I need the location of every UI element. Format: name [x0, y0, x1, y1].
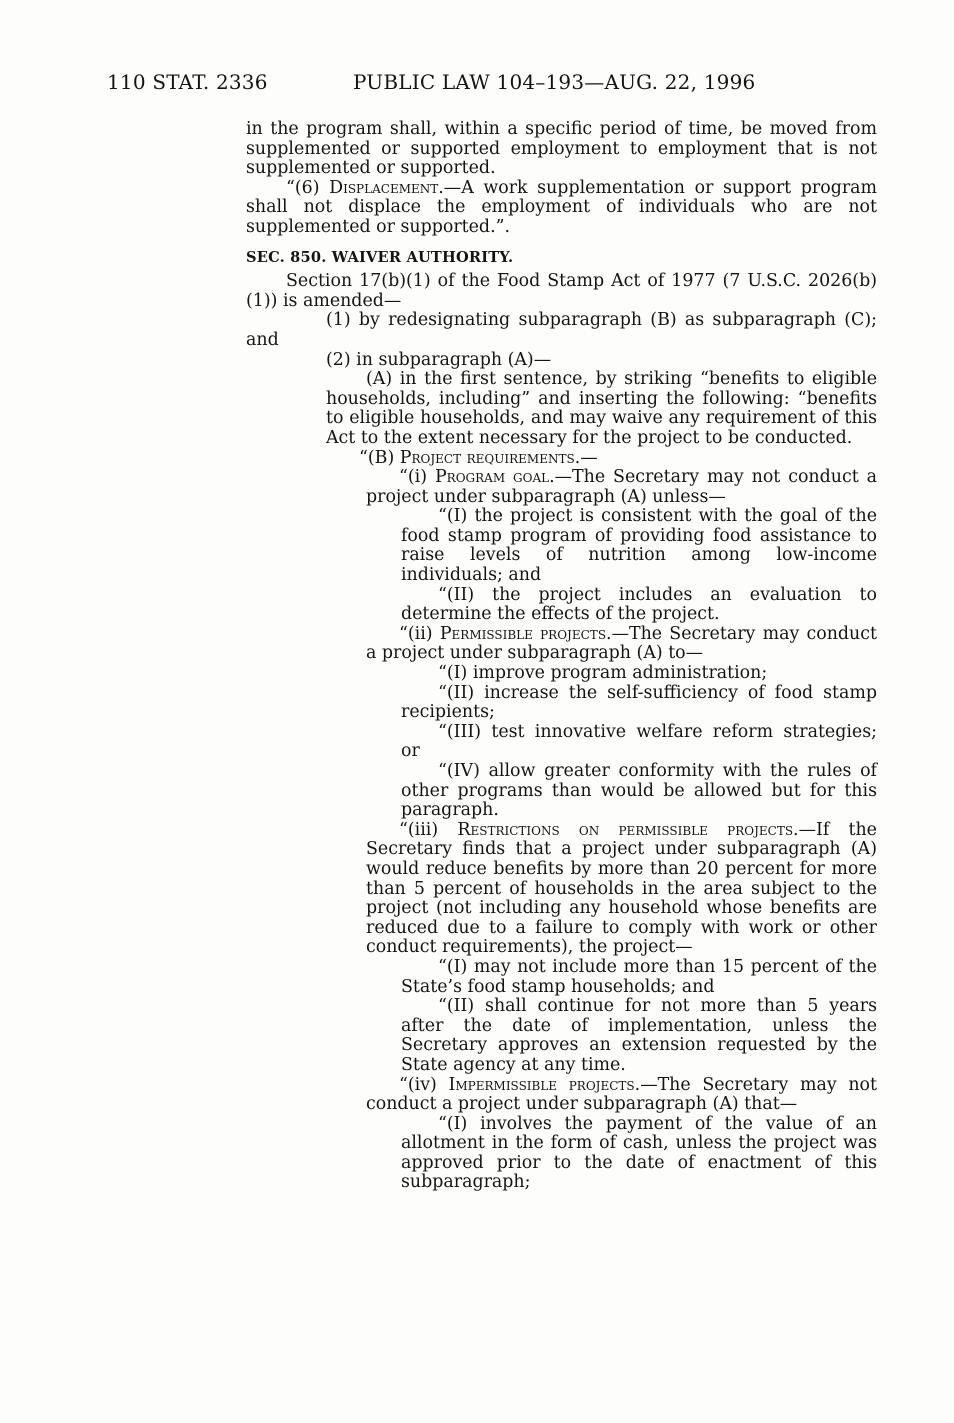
paragraph-body: —The Secretary may not conduct a project under subparagraph (A) that—: [366, 1074, 878, 1115]
subclause-i-2: “(II) the project includes an evaluation to determine the effects of the project.: [401, 584, 877, 625]
subclause-iii-1: “(I) may not include more than 15 percent of the State’s food stamp households; and: [401, 956, 877, 997]
clause-iv: [246, 1076, 877, 1115]
public-law-title: PUBLIC LAW 104–193—AUG. 22, 1996: [353, 70, 756, 94]
paragraph-heading: Restrictions on permissible projects.: [457, 819, 799, 840]
subclause-iii-2: “(II) shall continue for not more than 5 years after the date of implementation, unless the Secretary approves an extension requested by the State agency at any time.: [401, 996, 877, 1075]
amendment-text: (1) by redesignating subparagraph (B) as subparagraph (C); and: [246, 310, 877, 350]
clause-ii: [246, 625, 877, 664]
statute-text: [246, 120, 877, 1193]
subclause-ii-1: “(I) improve program administration;: [438, 663, 768, 684]
paragraph-label: “(B): [359, 447, 400, 468]
section-heading: SEC. 850. WAIVER AUTHORITY.: [246, 248, 514, 266]
paragraph-heading: Program goal.: [434, 467, 555, 488]
subclause-iv-1: “(I) involves the payment of the value of an allotment in the form of cash, unless the project was approved prior to the date of enactment of this subparagraph;: [401, 1113, 877, 1193]
paragraph-label: “(iv): [399, 1074, 449, 1095]
subclause-ii-3: “(III) test innovative welfare reform strategies; or: [401, 721, 877, 762]
paragraph-heading: Displacement.: [329, 177, 444, 198]
subclause-i-1: “(I) the project is consistent with the goal of the food stamp program of providing food assistance to raise levels of nutrition among low-income individuals; and: [401, 506, 877, 586]
paragraph-body: —: [580, 447, 598, 468]
clause-iii: [246, 821, 877, 958]
subparagraph-b: [246, 449, 877, 469]
section-intro: Section 17(b)(1) of the Food Stamp Act of 1977 (7 U.S.C. 2026(b)(1)) is amended—: [246, 271, 877, 311]
page-folio: 110 STAT. 2336: [107, 70, 268, 94]
paragraph-label: “(iii): [399, 819, 458, 840]
paragraph-label: “(ii): [399, 623, 440, 644]
paragraph-heading: Impermissible projects.: [448, 1074, 641, 1095]
paragraph-body: —The Secretary may conduct a project under subparagraph (A) to—: [366, 623, 877, 664]
amendment-2: (2) in subparagraph (A)—: [326, 349, 552, 370]
clause-i: [246, 468, 877, 507]
amendment-1: [246, 311, 877, 350]
subclause-ii-2: “(II) increase the self-sufficiency of food stamp recipients;: [401, 682, 877, 723]
paragraph-heading: Project requirements.: [399, 447, 581, 468]
amendment-2a: (A) in the first sentence, by striking “benefits to eligible households, including” and inserting the following: “benefits to eligible households, and may waive any requirement of this Act to the extent necessary for the project to be conducted.: [326, 369, 877, 448]
paragraph-label: “(6): [286, 177, 330, 198]
paragraph-label: “(i): [399, 467, 435, 488]
paragraph-heading: Permissible projects.: [439, 623, 612, 644]
paragraph-body: —A work supplementation or support program shall not displace the employment of individuals who are not supplemented or supported.”.: [246, 177, 878, 237]
paragraph-displacement: [246, 179, 877, 238]
paragraph-continuation: in the program shall, within a specific period of time, be moved from supplemented or supported employment to employment that is not supplemented or supported.: [246, 119, 877, 179]
paragraph-body: —If the Secretary finds that a project under subparagraph (A) would reduce benefits by more than 20 percent for more than 5 percent of households in the area subject to the project (not including any household whose benefits are reduced due to a failure to comply with work or other conduct requirements), the project—: [366, 819, 877, 958]
paragraph-body: —The Secretary may not conduct a project under subparagraph (A) unless—: [366, 467, 877, 507]
subclause-ii-4: “(IV) allow greater conformity with the rules of other programs than would be allowed but for this paragraph.: [401, 761, 877, 821]
